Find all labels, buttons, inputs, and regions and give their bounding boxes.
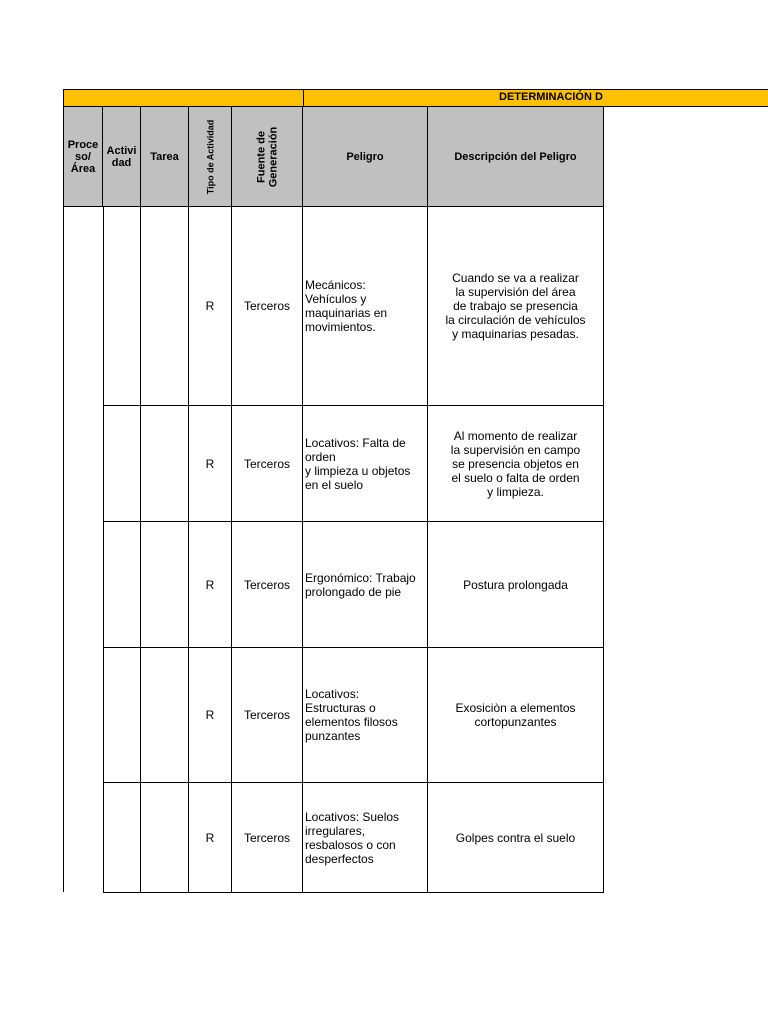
row5-fuente: Terceros — [232, 783, 303, 893]
row1-peligro: Mecánicos: Vehículos y maquinarias en movimientos. — [303, 207, 428, 406]
row5-peligro: Locativos: Suelos irregulares, resbalosos o con desperfectos — [303, 783, 428, 893]
row4-tipo: R — [189, 648, 232, 783]
row2-peligro: Locativos: Falta de orden y limpieza u objetos en el suelo — [303, 406, 428, 522]
row2-fuente: Terceros — [232, 406, 303, 522]
header-tipo-actividad — [189, 107, 232, 207]
header-fuente-generacion-label: Fuente de Generación — [255, 126, 279, 187]
row5-tarea — [141, 783, 189, 893]
row2-actividad — [103, 406, 141, 522]
header-tipo-actividad-label: Tipo de Actividad — [205, 119, 216, 194]
row2-tarea — [141, 406, 189, 522]
row3-tarea — [141, 522, 189, 648]
row3-tipo: R — [189, 522, 232, 648]
header-band-left — [63, 89, 303, 107]
row4-peligro: Locativos: Estructuras o elementos filosos punzantes — [303, 648, 428, 783]
header-actividad: Activi dad — [103, 107, 141, 207]
row1-tarea — [141, 207, 189, 406]
header-band-right — [303, 89, 768, 107]
row2-descripcion: Al momento de realizar la supervisión en campo se presencia objetos en el suelo o falta de orden y limpieza. — [428, 406, 604, 522]
row5-tipo: R — [189, 783, 232, 893]
row4-fuente: Terceros — [232, 648, 303, 783]
row1-descripcion: Cuando se va a realizar la supervisión del área de trabajo se presencia la circulación de vehículos y maquinarias pesadas. — [428, 207, 604, 406]
proceso-area-left-border — [63, 207, 64, 892]
row1-tipo: R — [189, 207, 232, 406]
header-fuente-generacion — [232, 107, 303, 207]
row3-actividad — [103, 522, 141, 648]
row4-actividad — [103, 648, 141, 783]
row4-descripcion: Exosiciòn a elementos cortopunzantes — [428, 648, 604, 783]
section-title: DETERMINACIÓN D — [499, 91, 603, 103]
row3-peligro: Ergonómico: Trabajo prolongado de pie — [303, 522, 428, 648]
row2-tipo: R — [189, 406, 232, 522]
row1-actividad — [103, 207, 141, 406]
row3-fuente: Terceros — [232, 522, 303, 648]
header-tarea: Tarea — [141, 107, 189, 207]
row1-fuente: Terceros — [232, 207, 303, 406]
row4-tarea — [141, 648, 189, 783]
header-descripcion-peligro: Descripción del Peligro — [428, 107, 604, 207]
row5-descripcion: Golpes contra el suelo — [428, 783, 604, 893]
row3-descripcion: Postura prolongada — [428, 522, 604, 648]
header-proceso-area: Proce so/ Área — [63, 107, 103, 207]
row5-actividad — [103, 783, 141, 893]
header-peligro: Peligro — [303, 107, 428, 207]
